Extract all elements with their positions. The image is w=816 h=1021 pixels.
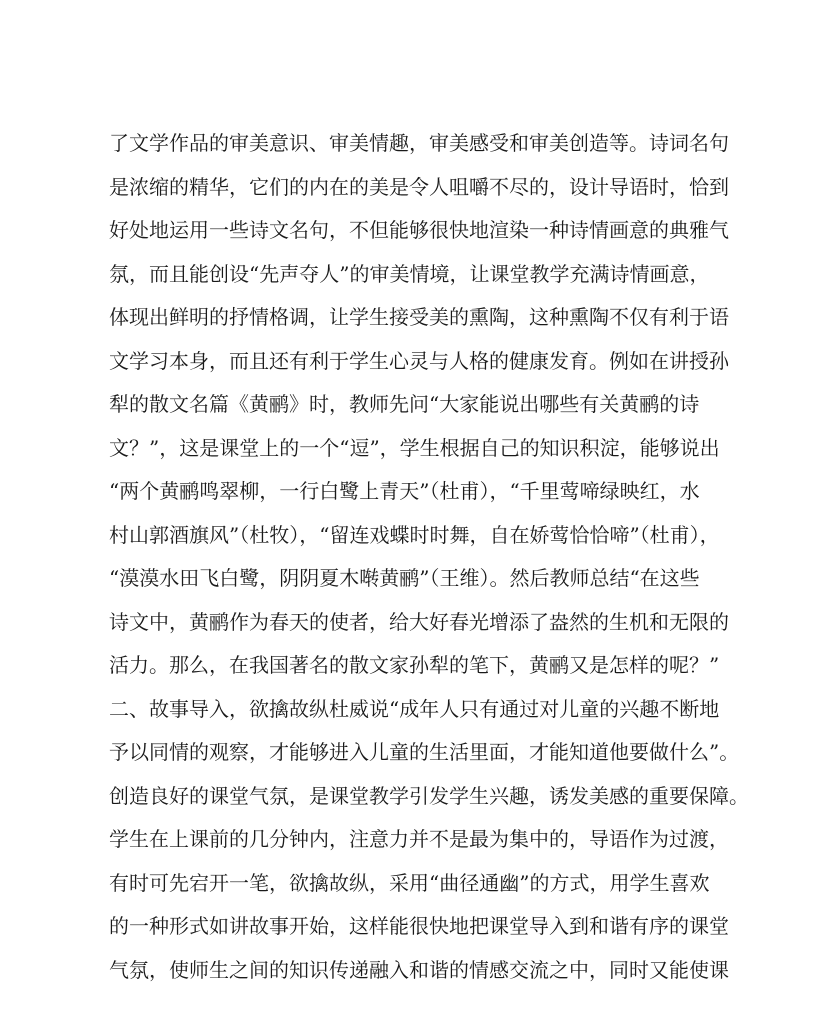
text-line: “两个黄鹂鸣翠柳，一行白鹭上青天”（杜甫），“千里莺啼绿映红，水 [109,479,700,503]
text-line: 了文学作品的审美意识、审美情趣，审美感受和审美创造等。诗词名句 [109,131,729,155]
text-line: 气氛，使师生之间的知识传递融入和谐的情感交流之中，同时又能使课 [109,957,729,982]
text-line: 氛，而且能创设“先声夺人”的审美情境，让课堂教学充满诗情画意， [109,261,710,286]
text-line: 二、故事导入，欲擒故纵杜威说“成年人只有通过对儿童的兴趣不断地 [109,696,720,721]
text-line: 有时可先宕开一笔，欲擒故纵，采用“曲径通幽”的方式，用学生喜欢 [109,870,710,895]
text-line: 体现出鲜明的抒情格调，让学生接受美的熏陶，这种熏陶不仅有利于语 [109,305,729,329]
body-text [109,122,749,992]
text-line: 村山郭酒旗风”（杜牧），“留连戏蝶时时舞，自在娇莺恰恰啼”（杜甫）， [109,522,720,547]
text-line: 学生在上课前的几分钟内，注意力并不是最为集中的，导语作为过渡， [109,827,729,851]
text-line: 文？”，这是课堂上的一个“逗”，学生根据自己的知识积淀，能够说出 [109,435,720,460]
text-line: 的一种形式如讲故事开始，这样能很快地把课堂导入到和谐有序的课堂 [109,914,729,938]
text-line: 活力。那么，在我国著名的散文家孙犁的笔下，黄鹂又是怎样的呢？” [109,653,720,677]
text-line: 予以同情的观察，才能够进入儿童的生活里面，才能知道他要做什么”。 [109,740,740,764]
text-line: 诗文中，黄鹂作为春天的使者，给大好春光增添了盎然的生机和无限的 [109,609,729,634]
text-line: 文学习本身，而且还有利于学生心灵与人格的健康发育。例如在讲授孙 [109,348,729,373]
text-line: 犁的散文名篇《黄鹂》时，教师先问“大家能说出哪些有关黄鹂的诗 [109,392,700,416]
text-line: 好处地运用一些诗文名句，不但能够很快地渲染一种诗情画意的典雅气 [109,218,729,242]
text-line: 创造良好的课堂气氛，是课堂教学引发学生兴趣，诱发美感的重要保障。 [109,783,749,808]
text-line: “漠漠水田飞白鹭，阴阴夏木啭黄鹂”（王维）。然后教师总结“在这些 [109,566,700,590]
text-line: 是浓缩的精华，它们的内在的美是令人咀嚼不尽的，设计导语时，恰到 [109,174,729,199]
